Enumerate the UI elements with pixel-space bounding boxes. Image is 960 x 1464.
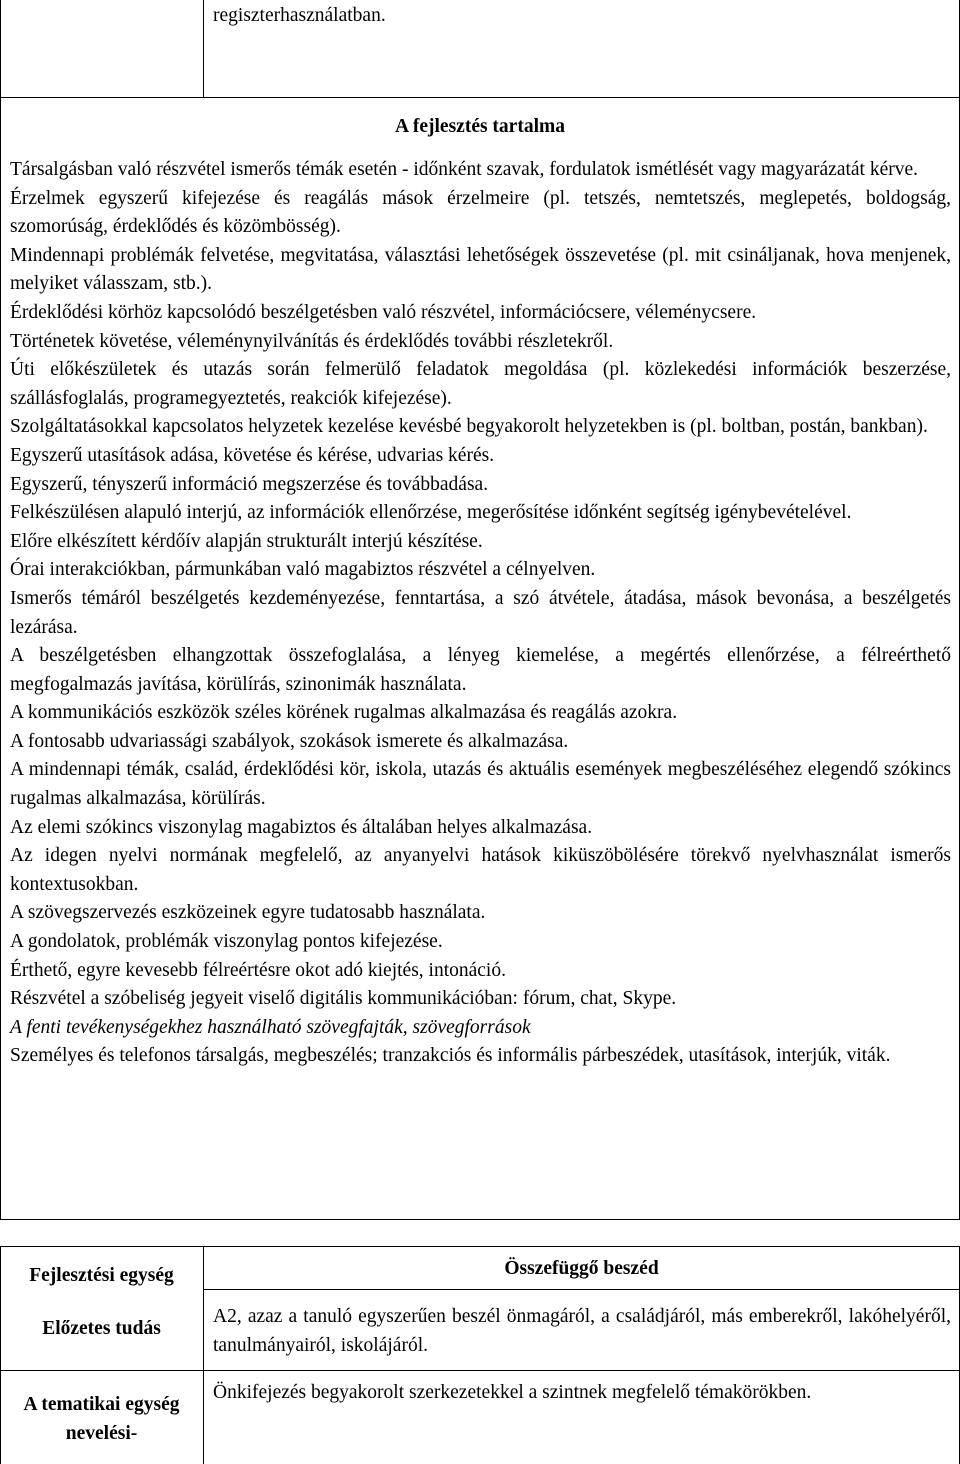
prior-knowledge-label: Előzetes tudás	[42, 1318, 161, 1339]
row-divider	[203, 1289, 960, 1290]
text-types-heading: A fenti tevékenységekhez használható szövegfajták, szövegforrások	[10, 1016, 531, 1038]
content-paragraph: Az idegen nyelvi normának megfelelő, az anyanyelvi hatások kiküszöbölésére törekvő nyelvhasználat ismerős kontextusokban.	[10, 845, 951, 895]
content-paragraph: Egyszerű utasítások adása, követése és kérése, udvarias kérés.	[10, 444, 495, 466]
content-paragraph: Felkészülésen alapuló interjú, az információk ellenőrzése, megerősítése időnként segítség igénybevételével.	[10, 502, 852, 524]
content-paragraph: Érzelmek egyszerű kifejezése és reagálás mások érzelmeire (pl. tetszés, nemtetszés, meglepetés, boldogság, szomorúság, érdeklődés és közömbösség).	[10, 187, 951, 238]
row-divider	[0, 97, 960, 98]
educational-goals-label: A tematikai egység nevelési-	[23, 1394, 180, 1444]
content-paragraph: Mindennapi problémák felvetése, megvitatása, választási lehetőségek összevetése (pl. mit csináljanak, hova menjenek, melyiket válasszam, stb.).	[10, 244, 951, 295]
content-paragraph: A kommunikációs eszközök széles körének rugalmas alkalmazása és reagálás azokra.	[10, 702, 678, 724]
content-paragraph: Érthető, egyre kevesebb félreértésre okot adó kiejtés, intonáció.	[10, 959, 506, 981]
section-heading: A fejlesztés tartalma	[394, 116, 565, 137]
column-divider	[203, 0, 204, 97]
content-paragraph: Előre elkészített kérdőív alapján strukturált interjú készítése.	[10, 530, 483, 552]
prior-knowledge-text: A2, azaz a tanuló egyszerűen beszél önmagáról, a családjáról, más emberekről, lakóhelyéről, tanulmányairól, iskolájáról.	[213, 1306, 951, 1356]
self-expression-text: Önkifejezés begyakorolt szerkezetekkel a szintnek megfelelő témakörökben.	[213, 1382, 812, 1403]
content-paragraph: A szövegszervezés eszközeinek egyre tudatosabb használata.	[10, 902, 486, 924]
row-divider	[0, 1370, 960, 1371]
content-paragraph: Órai interakciókban, pármunkában való magabiztos részvétel a célnyelven.	[10, 559, 596, 581]
content-paragraph: Társalgásban való részvétel ismerős témák esetén - időnként szavak, fordulatok ismétlését vagy magyarázatát kérve.	[10, 159, 919, 180]
content-paragraph: Részvétel a szóbeliség jegyeit viselő digitális kommunikációban: fórum, chat, Skype.	[10, 988, 677, 1010]
content-paragraph: A beszélgetésben elhangzottak összefoglalása, a lényeg kiemelése, a megértés ellenőrzése, a félreérthető megfogalmazás javítása, körülírás, szinonimák használata.	[10, 645, 951, 695]
unit-label: Fejlesztési egység	[29, 1265, 174, 1286]
content-paragraph: A mindennapi témák, család, érdeklődési kör, iskola, utazás és aktuális események megbeszéléséhez elegendő szókincs rugalmas alkalmazása, körülírás.	[10, 759, 951, 810]
content-paragraph: Szolgáltatásokkal kapcsolatos helyzetek kezelése kevésbé begyakorolt helyzetekben is (pl. boltban, postán, bankban).	[10, 416, 928, 438]
top-row-text: regiszterhasználatban.	[213, 5, 386, 26]
content-paragraph: Az elemi szókincs viszonylag magabiztos és általában helyes alkalmazása.	[10, 816, 593, 838]
content-paragraph: A gondolatok, problémák viszonylag pontos kifejezése.	[10, 931, 443, 953]
text-types-paragraph: Személyes és telefonos társalgás, megbeszélés; tranzakciós és informális párbeszédek, utasítások, interjúk, viták.	[10, 1045, 891, 1067]
content-paragraph: Érdeklődési körhöz kapcsolódó beszélgetésben való részvétel, információcsere, véleménycsere.	[10, 301, 757, 323]
content-paragraph: A fontosabb udvariassági szabályok, szokások ismerete és alkalmazása.	[10, 730, 569, 752]
content-paragraph: Egyszerű, tényszerű információ megszerzése és továbbadása.	[10, 473, 489, 495]
content-body	[10, 156, 951, 1071]
content-paragraph: Ismerős témáról beszélgetés kezdeményezése, fenntartása, a szó átvétele, átadása, mások bevonása, a beszélgetés lezárása.	[10, 587, 951, 638]
content-paragraph: Úti előkészületek és utazás során felmerülő feladatok megoldása (pl. közlekedési információk beszerzése, szállásfoglalás, programegyeztetés, reakciók kifejezése).	[10, 359, 951, 409]
content-paragraph: Történetek követése, véleménynyilvánítás és érdeklődés további részletekről.	[10, 330, 614, 352]
unit-title: Összefüggő beszéd	[504, 1258, 659, 1279]
